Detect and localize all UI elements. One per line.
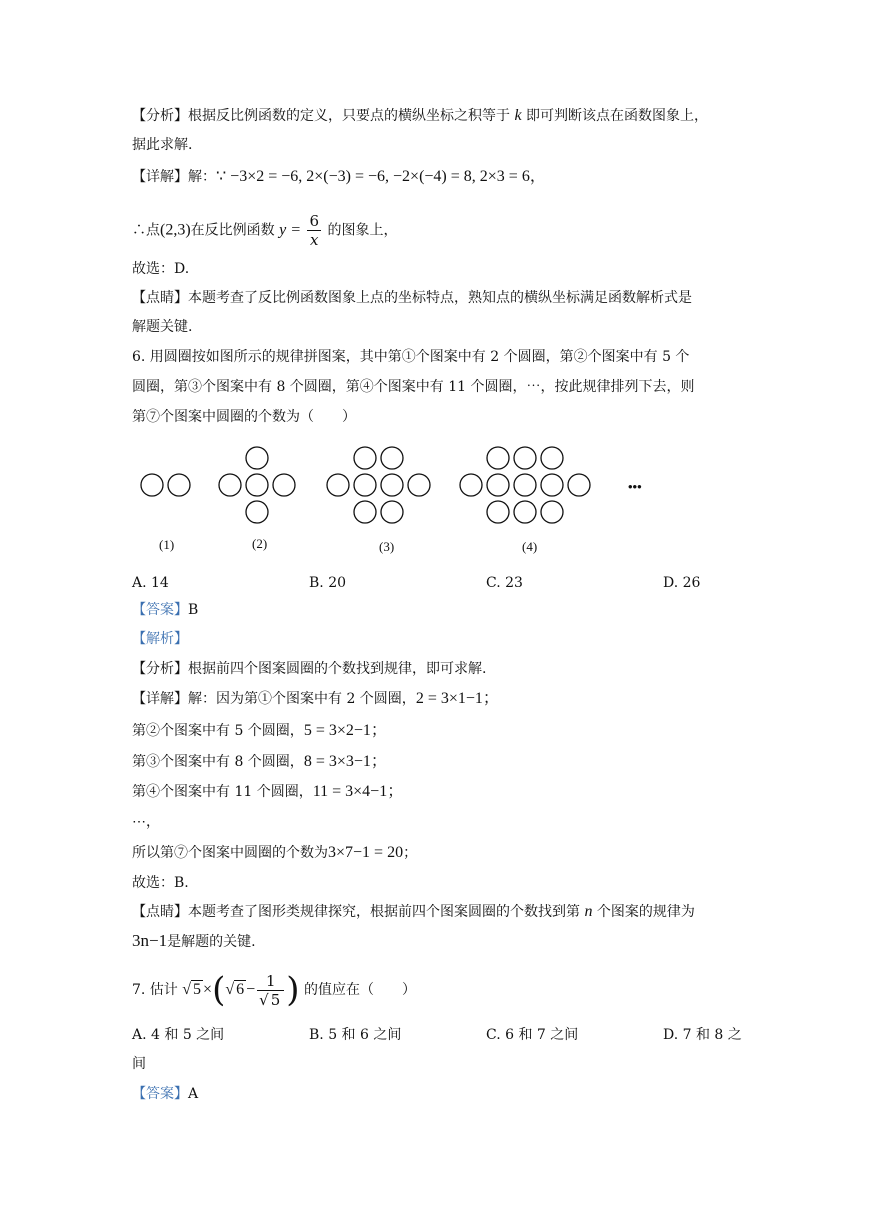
q6-option-c: C. 23	[486, 575, 523, 591]
circle	[381, 474, 403, 496]
q6-analysis: 【分析】根据前四个图案圆圈的个数找到规律，即可求解.	[132, 661, 487, 677]
figure-label-2: (2)	[252, 536, 268, 551]
circle	[487, 447, 509, 469]
figure-label-3: (3)	[379, 539, 395, 554]
comment-tag: 【点睛】	[132, 290, 188, 306]
circle	[141, 474, 163, 496]
circle-pattern-figure	[0, 0, 869, 560]
circle	[541, 501, 563, 523]
q6-choose: 故选：B.	[132, 875, 189, 891]
q5-conclusion: ∴点(2,3)在反比例函数 y = $\frac{6}{x}$ 的图象上，	[132, 212, 398, 249]
q6-dots: ⋯，	[132, 814, 160, 830]
q7-option-d-wrap: 间	[132, 1056, 146, 1072]
circle	[168, 474, 190, 496]
analysis-tag: 【分析】	[132, 661, 188, 677]
right-paren: )	[286, 970, 300, 1010]
circle	[487, 474, 509, 496]
figure-label-1: (1)	[159, 537, 175, 552]
q6-detail-1: 【详解】解：因为第①个图案中有 2 个圆圈，2 = 3×1−1；	[132, 690, 499, 707]
q6-answer: 【答案】B	[132, 602, 199, 618]
q5-comment-line1: 【点睛】本题考查了反比例函数图象上点的坐标特点，熟知点的横纵坐标满足函数解析式是	[132, 290, 692, 306]
q6-option-a: A. 14	[132, 575, 169, 591]
q6-option-d: D. 26	[663, 575, 701, 591]
circle	[354, 474, 376, 496]
figure-ellipsis: •••	[628, 479, 642, 494]
q6-detail-4: 第④个图案中有 11 个圆圈，11 = 3×4−1；	[132, 783, 404, 800]
answer-tag: 【答案】	[132, 602, 188, 618]
q5-detail: 【详解】解：∵ −3×2 = −6, 2×(−3) = −6, −2×(−4) = 8, 2×3 = 6，	[132, 168, 546, 185]
circle	[514, 474, 536, 496]
circle	[541, 447, 563, 469]
left-paren: (	[212, 970, 226, 1010]
q5-comment-line2: 解题关键.	[132, 319, 193, 335]
q7-stem: 7. 估计 √ 5 ×(√ 6 − $\frac{1}{√ 5}$ ) 的值应在（ ）	[132, 970, 416, 1010]
detail-tag: 【详解】	[132, 169, 188, 185]
fraction: $\frac{1}{√ 5}$	[257, 972, 284, 1009]
q7-option-c: C. 6 和 7 之间	[486, 1027, 579, 1043]
q5-analysis-line2: 据此求解.	[132, 137, 193, 153]
circle	[487, 501, 509, 523]
q6-detail-2: 第②个图案中有 5 个圆圈，5 = 3×2−1；	[132, 722, 387, 739]
figure-label-4: (4)	[522, 539, 538, 554]
circle	[246, 501, 268, 523]
circle	[514, 501, 536, 523]
q6-option-b: B. 20	[309, 575, 347, 591]
fraction: $\frac{6}{x}$	[309, 212, 320, 249]
answer-tag: 【答案】	[132, 1086, 188, 1102]
q5-analysis-line1: 【分析】根据反比例函数的定义，只要点的横纵坐标之积等于 k 即可判断该点在函数图象上，	[132, 107, 709, 124]
circle	[354, 447, 376, 469]
q6-result: 所以第⑦个图案中圆圈的个数为3×7−1 = 20；	[132, 844, 418, 861]
circle	[273, 474, 295, 496]
circle	[460, 474, 482, 496]
q6-jiexi-tag: 【解析】	[132, 631, 188, 647]
q7-option-a: A. 4 和 5 之间	[132, 1027, 225, 1043]
analysis-tag: 【分析】	[132, 108, 188, 124]
q6-stem-line2: 圆圈，第③个图案中有 8 个圆圈，第④个图案中有 11 个圆圈，⋯，按此规律排列下去，则	[132, 379, 695, 395]
q7-option-d: D. 7 和 8 之	[663, 1027, 742, 1043]
circle	[568, 474, 590, 496]
circle	[246, 447, 268, 469]
q5-choose: 故选：D.	[132, 261, 190, 277]
q7-option-b: B. 5 和 6 之间	[309, 1027, 402, 1043]
circle	[327, 474, 349, 496]
circle	[408, 474, 430, 496]
q7-answer: 【答案】A	[132, 1086, 199, 1102]
comment-tag: 【点睛】	[132, 904, 188, 920]
sqrt-expression: √ 5	[182, 981, 202, 998]
q6-stem-line1: 6. 用圆圈按如图所示的规律拼图案，其中第①个图案中有 2 个圆圈，第②个图案中有 5 个	[132, 349, 690, 365]
circle	[219, 474, 241, 496]
q6-comment-line1: 【点睛】本题考查了图形类规律探究，根据前四个图案圆圈的个数找到第 n 个图案的规律为	[132, 903, 695, 920]
detail-tag: 【详解】	[132, 691, 188, 707]
q6-detail-3: 第③个图案中有 8 个圆圈，8 = 3×3−1；	[132, 753, 387, 770]
q6-comment-line2: 3n−1是解题的关键.	[132, 931, 256, 950]
circle	[381, 447, 403, 469]
circle	[514, 447, 536, 469]
circle	[541, 474, 563, 496]
circle	[246, 474, 268, 496]
circle	[381, 501, 403, 523]
circle	[354, 501, 376, 523]
q6-stem-line3: 第⑦个图案中圆圈的个数为（ ）	[132, 409, 356, 425]
